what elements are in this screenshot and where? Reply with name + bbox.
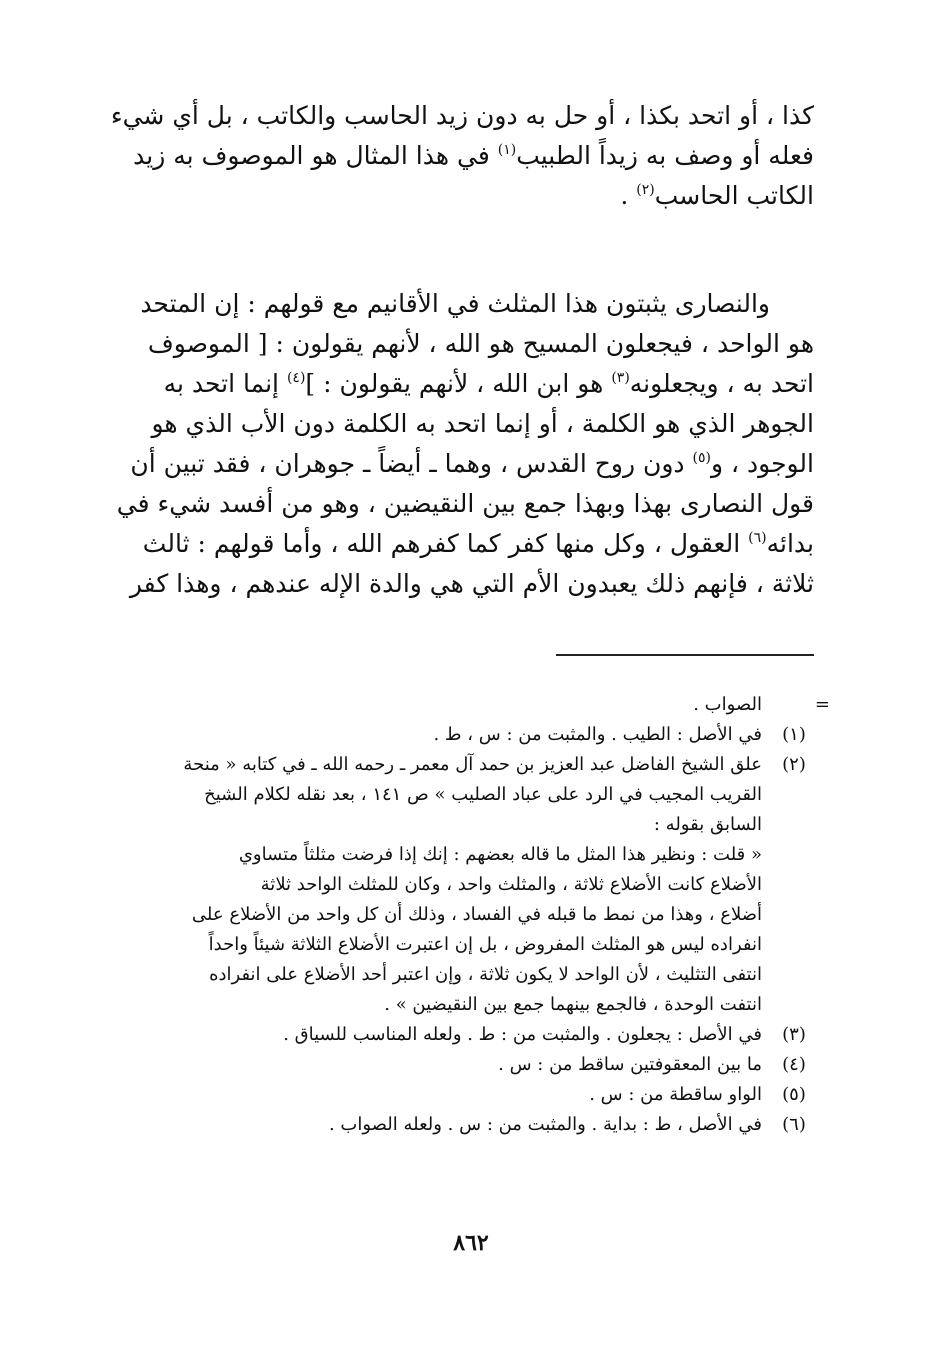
page-number: ٨٦٢ (453, 1230, 489, 1256)
text-line: الجوهر الذي هو الكلمة ، أو إنما اتحد به الكلمة دون الأب الذي هو (151, 409, 814, 438)
text-line: هو الواحد ، فيجعلون المسيح هو الله ، لأنهم يقولون : [ الموصوف (147, 329, 814, 358)
text-line: اتحد به ، ويجعلونه$^{(٣)}$ هو ابن الله ، لأنهم يقولون : ]$^{(٤)}$ إنما اتحد به (163, 369, 814, 398)
text-line: بدائه$^{(٦)}$ العقول ، وكل منها كفر كما كفرهم الله ، وأما قولهم : ثالث (142, 529, 814, 558)
footnote-2: (٢) علق الشيخ الفاضل عبد العزيز بن حمد آل معمر ـ رحمه الله ـ في كتابه « منحة القريب المجيب في الرد على عباد الصليب » ص ١٤١ ، بعد نقله لكلام الشيخ السابق بقوله : « قلت : ونظير هذا المثل ما قاله بعضهم : إنك إذا فرضت مثلثاً متساوي الأضلاع كانت الأضلاع ثلاثة ، والمثلث واحد ، وكان للمثلث الواحد ثلاثة أضلاع ، وهذا من نمط ما قبله في الفساد ، وذلك أن كل واحد من الأضلاع على انفراده ليس هو المثلث المفروض ، بل إن اعتبرت الأضلاع الثلاثة شيئاً واحداً انتفى التثليث ، لأن الواحد لا يكون ثلاثة ، وإن اعتبر أحد الأضلاع على انفراده انتفت الوحدة ، فالجمع بينهما جمع بين النقيضين » . (96, 750, 814, 1020)
footnote-ref[interactable]: (٣) (611, 370, 630, 386)
footnote-number: (٣) (782, 1024, 806, 1045)
text-line: كذا ، أو اتحد بكذا ، أو حل به دون زيد الحاسب والكاتب ، بل أي شيء (110, 101, 814, 130)
text-line: والنصارى يثبتون هذا المثلث في الأقانيم مع قولهم : إن المتحد (140, 289, 770, 318)
footnote-1: (١) في الأصل : الطيب . والمثبت من : س ، ط . (96, 720, 814, 750)
text-line: قول النصارى بهذا وبهذا جمع بين النقيضين ، وهو من أفسد شيء في (116, 489, 814, 518)
footnote-number: (١) (782, 724, 806, 745)
paragraph-trinity (96, 284, 814, 604)
footnote-number: (٢) (782, 754, 806, 775)
text-line: فعله أو وصف به زيداً الطبيب$^{(١)}$ في هذا المثال هو الموصوف به زيد (133, 141, 814, 170)
footnote-number: (٤) (782, 1054, 806, 1075)
footnote-ref[interactable]: (١) (497, 142, 517, 158)
paragraph-continuation (96, 96, 814, 216)
text-line: الكاتب الحاسب$^{(٢)}$ . (620, 181, 814, 210)
footnote-separator (556, 654, 814, 656)
footnotes (96, 690, 830, 1140)
footnote-5: (٥) الواو ساقطة من : س . (96, 1080, 814, 1110)
footnote-number: (٦) (782, 1114, 806, 1135)
text-line: ثلاثة ، فإنهم ذلك يعبدون الأم التي هي والدة الإله عندهم ، وهذا كفر (129, 569, 814, 598)
footnote-6: (٦) في الأصل ، ط : بداية . والمثبت من : س . ولعله الصواب . (96, 1110, 814, 1140)
footnote-3: (٣) في الأصل : يجعلون . والمثبت من : ط . ولعله المناسب للسياق . (96, 1020, 814, 1050)
footnote-number: (٥) (782, 1084, 806, 1105)
footnote-ref[interactable]: (٦) (748, 530, 767, 546)
footnote-ref[interactable]: (٢) (636, 182, 655, 198)
footnote-continuation: = الصواب . (96, 690, 814, 720)
footnote-4: (٤) ما بين المعقوفتين ساقط من : س . (96, 1050, 814, 1080)
continuation-mark: = (814, 694, 830, 715)
footnote-ref[interactable]: (٥) (692, 450, 711, 466)
text-line: الوجود ، و$^{(٥)}$ دون روح القدس ، وهما ـ أيضاً ـ جوهران ، فقد تبين أن (130, 449, 814, 478)
footnote-ref[interactable]: (٤) (286, 370, 306, 386)
